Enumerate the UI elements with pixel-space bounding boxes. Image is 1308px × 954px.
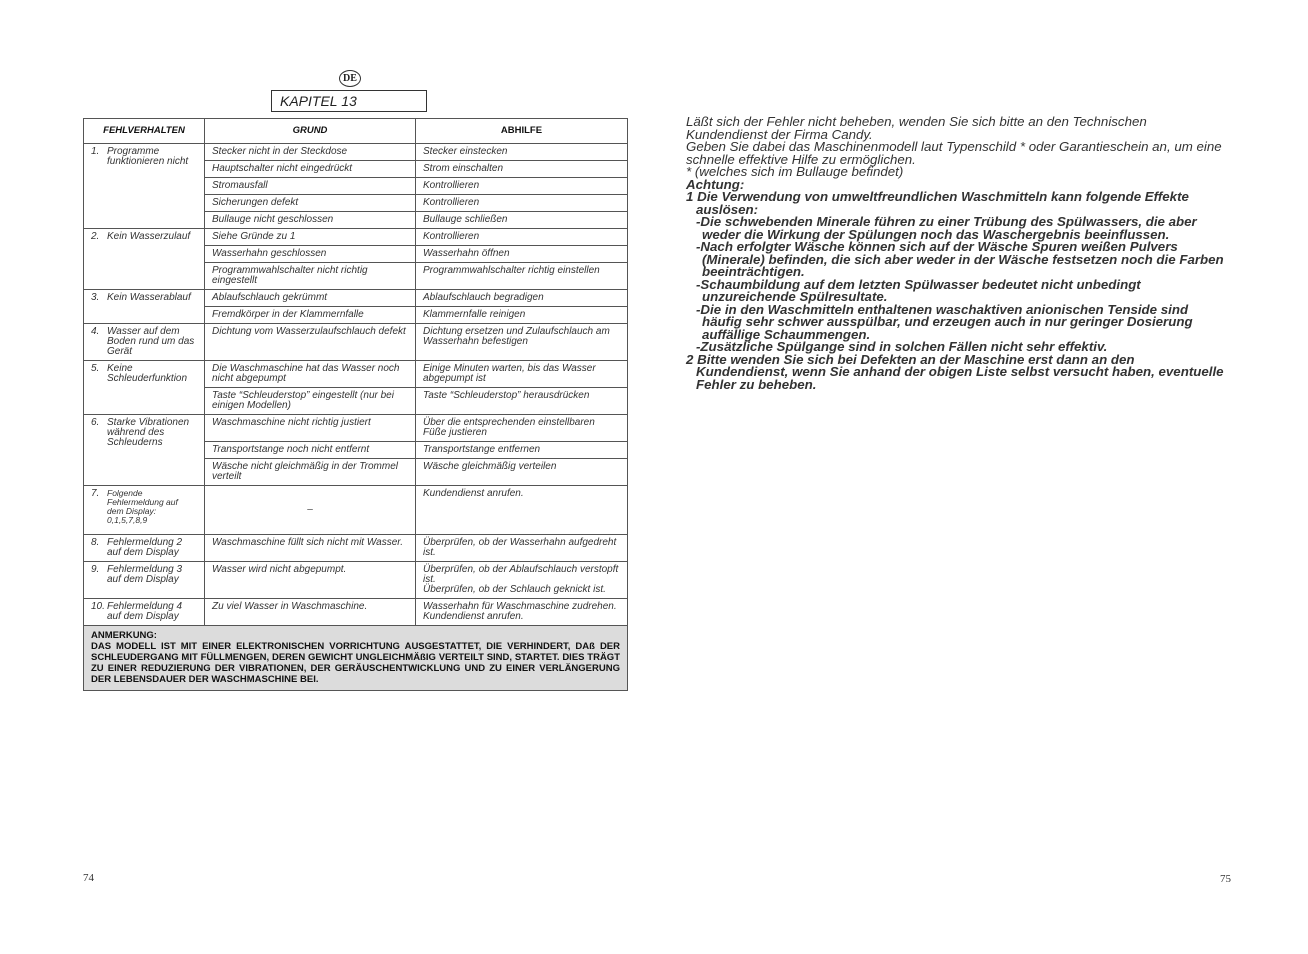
- cause-cell: Stecker nicht in der Steckdose: [205, 144, 416, 161]
- symptom-text: Fehlermeldung 3 auf dem Display: [107, 564, 183, 585]
- cause-cell: Waschmaschine nicht richtig justiert: [205, 415, 416, 442]
- cause-cell: Wasserhahn geschlossen: [205, 246, 416, 263]
- symptom-text: Starke Vibrationen während des Schleuderns: [107, 417, 190, 448]
- symptom-number: 7.: [91, 488, 100, 499]
- symptom-text: Kein Wasserablauf: [107, 292, 191, 303]
- paragraph-model-info: Geben Sie dabei das Maschinenmodell laut Typenschild * oder Garantieschein an, um eine schnelle effektive Hilfe zu ermöglichen.: [686, 139, 1222, 167]
- item-1: 1 Die Verwendung von umweltfreundlichen Waschmitteln kann folgende Effekte: [686, 189, 1189, 204]
- symptom-cell: [84, 144, 205, 229]
- cause-cell: Taste “Schleuderstop” eingestellt (nur bei einigen Modellen): [205, 388, 416, 415]
- table-row: [84, 361, 628, 388]
- symptom-cell: [84, 361, 205, 415]
- paragraph-contact: Läßt sich der Fehler nicht beheben, wenden Sie sich bitte an den Technischen Kundendienst der Firma Candy.: [686, 114, 1147, 142]
- bullet-item: -Zusätzliche Spülgange sind in solchen Fällen nicht sehr effektiv.: [696, 339, 1108, 354]
- remedy-cell: Kontrollieren: [416, 178, 628, 195]
- cause-cell: Programmwahlschalter nicht richtig eingestellt: [205, 263, 416, 290]
- symptom-number: 4.: [91, 326, 100, 337]
- symptom-text: Wasser auf dem Boden rund um das Gerät: [107, 326, 195, 357]
- remedy-cell: Wäsche gleichmäßig verteilen: [416, 459, 628, 486]
- remedy-cell: Kundendienst anrufen.: [416, 486, 628, 535]
- symptom-number: 3.: [91, 292, 100, 303]
- symptom-text: Keine Schleuderfunktion: [107, 363, 188, 384]
- column-header-grund: GRUND: [205, 119, 416, 144]
- table-row: [84, 229, 628, 246]
- column-header-abhilfe: ABHILFE: [416, 119, 628, 144]
- paragraph-footnote: * (welches sich im Bullauge befindet): [686, 164, 904, 179]
- symptom-cell: [84, 599, 205, 626]
- remedy-cell: Wasserhahn für Waschmaschine zudrehen. Kundendienst anrufen.: [416, 599, 628, 626]
- remedy-cell: Ablaufschlauch begradigen: [416, 290, 628, 307]
- symptom-text: Fehlermeldung 4 auf dem Display: [107, 601, 183, 622]
- remedy-cell: Kontrollieren: [416, 195, 628, 212]
- cause-cell: Waschmaschine füllt sich nicht mit Wasser.: [205, 535, 416, 562]
- attention-heading: Achtung:: [686, 176, 745, 192]
- cause-cell: Dichtung vom Wasserzulaufschlauch defekt: [205, 324, 416, 361]
- remedy-cell: Taste “Schleuderstop” herausdrücken: [416, 388, 628, 415]
- remedy-cell: Transportstange entfernen: [416, 442, 628, 459]
- symptom-number: 9.: [91, 564, 100, 575]
- remedy-cell: Überprüfen, ob der Wasserhahn aufgedreht ist.: [416, 535, 628, 562]
- bullet-item: -Die in den Waschmitteln enthaltenen waschaktiven anionischen Tenside sind häufig sehr schwer ausspülbar, und erzeugen auch in nur geringer Dosierung auffällige Schaummengen.: [696, 301, 1193, 342]
- cause-cell: Siehe Gründe zu 1: [205, 229, 416, 246]
- symptom-cell: [84, 324, 205, 361]
- note-text: DAS MODELL IST MIT EINER ELEKTRONISCHEN VORRICHTUNG AUSGESTATTET, DIE VERHINDERT, DAß DER SCHLEUDERGANG MIT FÜLLMENGEN, DEREN GEWICHT UNGLEICHMÄßIG VERTEILT SIND, STARTET. DIES TRÄGT ZU EINER REDUZIERUNG DER VIBRATIONEN, DER GERÄUSCHENTWICKLUNG UND ZU EINER VERLÄNGERUNG DER LEBENSDAUER DER WASCHMASCHINE BEI.: [91, 641, 620, 685]
- cause-cell: Sicherungen defekt: [205, 195, 416, 212]
- note-title: ANMERKUNG:: [91, 630, 157, 641]
- page-number-right: 75: [1220, 873, 1231, 885]
- table-row: [84, 535, 628, 562]
- symptom-text: Kein Wasserzulauf: [107, 231, 191, 242]
- cause-cell: Ablaufschlauch gekrümmt: [205, 290, 416, 307]
- remedy-cell: Stecker einstecken: [416, 144, 628, 161]
- remedy-cell: Überprüfen, ob der Ablaufschlauch verstopft ist. Überprüfen, ob der Schlauch geknickt ist.: [416, 562, 628, 599]
- symptom-number: 6.: [91, 417, 100, 428]
- symptom-cell: [84, 486, 205, 535]
- remedy-cell: Bullauge schließen: [416, 212, 628, 229]
- bullet-item: -Die schwebenden Minerale führen zu einer Trübung des Spülwassers, die aber weder die Wirkung der Spülungen noch das Waschergebnis beeinflussen.: [696, 214, 1197, 242]
- symptom-number: 8.: [91, 537, 100, 548]
- symptom-cell: [84, 229, 205, 290]
- item-1-cont: auslösen:: [696, 201, 759, 217]
- cause-cell: Stromausfall: [205, 178, 416, 195]
- bullet-item: -Schaumbildung auf dem letzten Spülwasser bedeutet nicht unbedingt unzureichende Spülresultate.: [696, 276, 1141, 304]
- remedy-cell: Klammernfalle reinigen: [416, 307, 628, 324]
- symptom-number: 2.: [91, 231, 100, 242]
- cause-cell: Bullauge nicht geschlossen: [205, 212, 416, 229]
- bullet-item: -Nach erfolgter Wäsche können sich auf der Wäsche Spuren weißen Pulvers (Minerale) befinden, die sich aber weder in der Wäsche festsetzen noch die Farben beeinträchtigen.: [696, 239, 1224, 279]
- table-row: [84, 486, 628, 535]
- table-row: [84, 562, 628, 599]
- symptom-text: Folgende Fehlermeldung auf dem Display: 0,1,5,7,8,9: [107, 488, 178, 525]
- symptom-cell: [84, 562, 205, 599]
- cause-cell: Wasser wird nicht abgepumpt.: [205, 562, 416, 599]
- table-row: [84, 290, 628, 307]
- symptom-number: 10.: [91, 601, 105, 612]
- symptom-text: Fehlermeldung 2 auf dem Display: [107, 537, 183, 558]
- table-row: [84, 599, 628, 626]
- symptom-text: Programme funktionieren nicht: [107, 146, 189, 167]
- remedy-cell: Kontrollieren: [416, 229, 628, 246]
- symptom-cell: [84, 415, 205, 486]
- cause-cell: Hauptschalter nicht eingedrückt: [205, 161, 416, 178]
- remedy-cell: Einige Minuten warten, bis das Wasser abgepumpt ist: [416, 361, 628, 388]
- cause-cell: Die Waschmaschine hat das Wasser noch nicht abgepumpt: [205, 361, 416, 388]
- page-number-left: 74: [83, 872, 94, 884]
- column-header-fehlverhalten: FEHLVERHALTEN: [84, 119, 205, 144]
- table-row: [84, 324, 628, 361]
- item-2: 2 Bitte wenden Sie sich bei Defekten an der Maschine erst dann an den Kundendienst, wenn Sie anhand der obigen Liste selbst versucht haben, eventuelle Fehler zu beheben.: [686, 351, 1224, 392]
- instructions-text: [686, 116, 1226, 391]
- troubleshooting-table: [83, 118, 628, 691]
- symptom-number: 5.: [91, 363, 100, 374]
- chapter-title: KAPITEL 13: [271, 90, 427, 112]
- language-badge: DE: [339, 70, 361, 87]
- cause-cell: Wäsche nicht gleichmäßig in der Trommel verteilt: [205, 459, 416, 486]
- remedy-cell: Strom einschalten: [416, 161, 628, 178]
- note-box: [84, 626, 628, 691]
- cause-cell: Zu viel Wasser in Waschmaschine.: [205, 599, 416, 626]
- table-row: [84, 415, 628, 442]
- cause-cell: –: [205, 486, 416, 535]
- remedy-cell: Über die entsprechenden einstellbaren Füße justieren: [416, 415, 628, 442]
- remedy-cell: Wasserhahn öffnen: [416, 246, 628, 263]
- cause-cell: Transportstange noch nicht entfernt: [205, 442, 416, 459]
- symptom-number: 1.: [91, 146, 100, 157]
- remedy-cell: Dichtung ersetzen und Zulaufschlauch am Wasserhahn befestigen: [416, 324, 628, 361]
- symptom-cell: [84, 290, 205, 324]
- symptom-cell: [84, 535, 205, 562]
- cause-cell: Fremdkörper in der Klammernfalle: [205, 307, 416, 324]
- table-row: [84, 144, 628, 161]
- remedy-cell: Programmwahlschalter richtig einstellen: [416, 263, 628, 290]
